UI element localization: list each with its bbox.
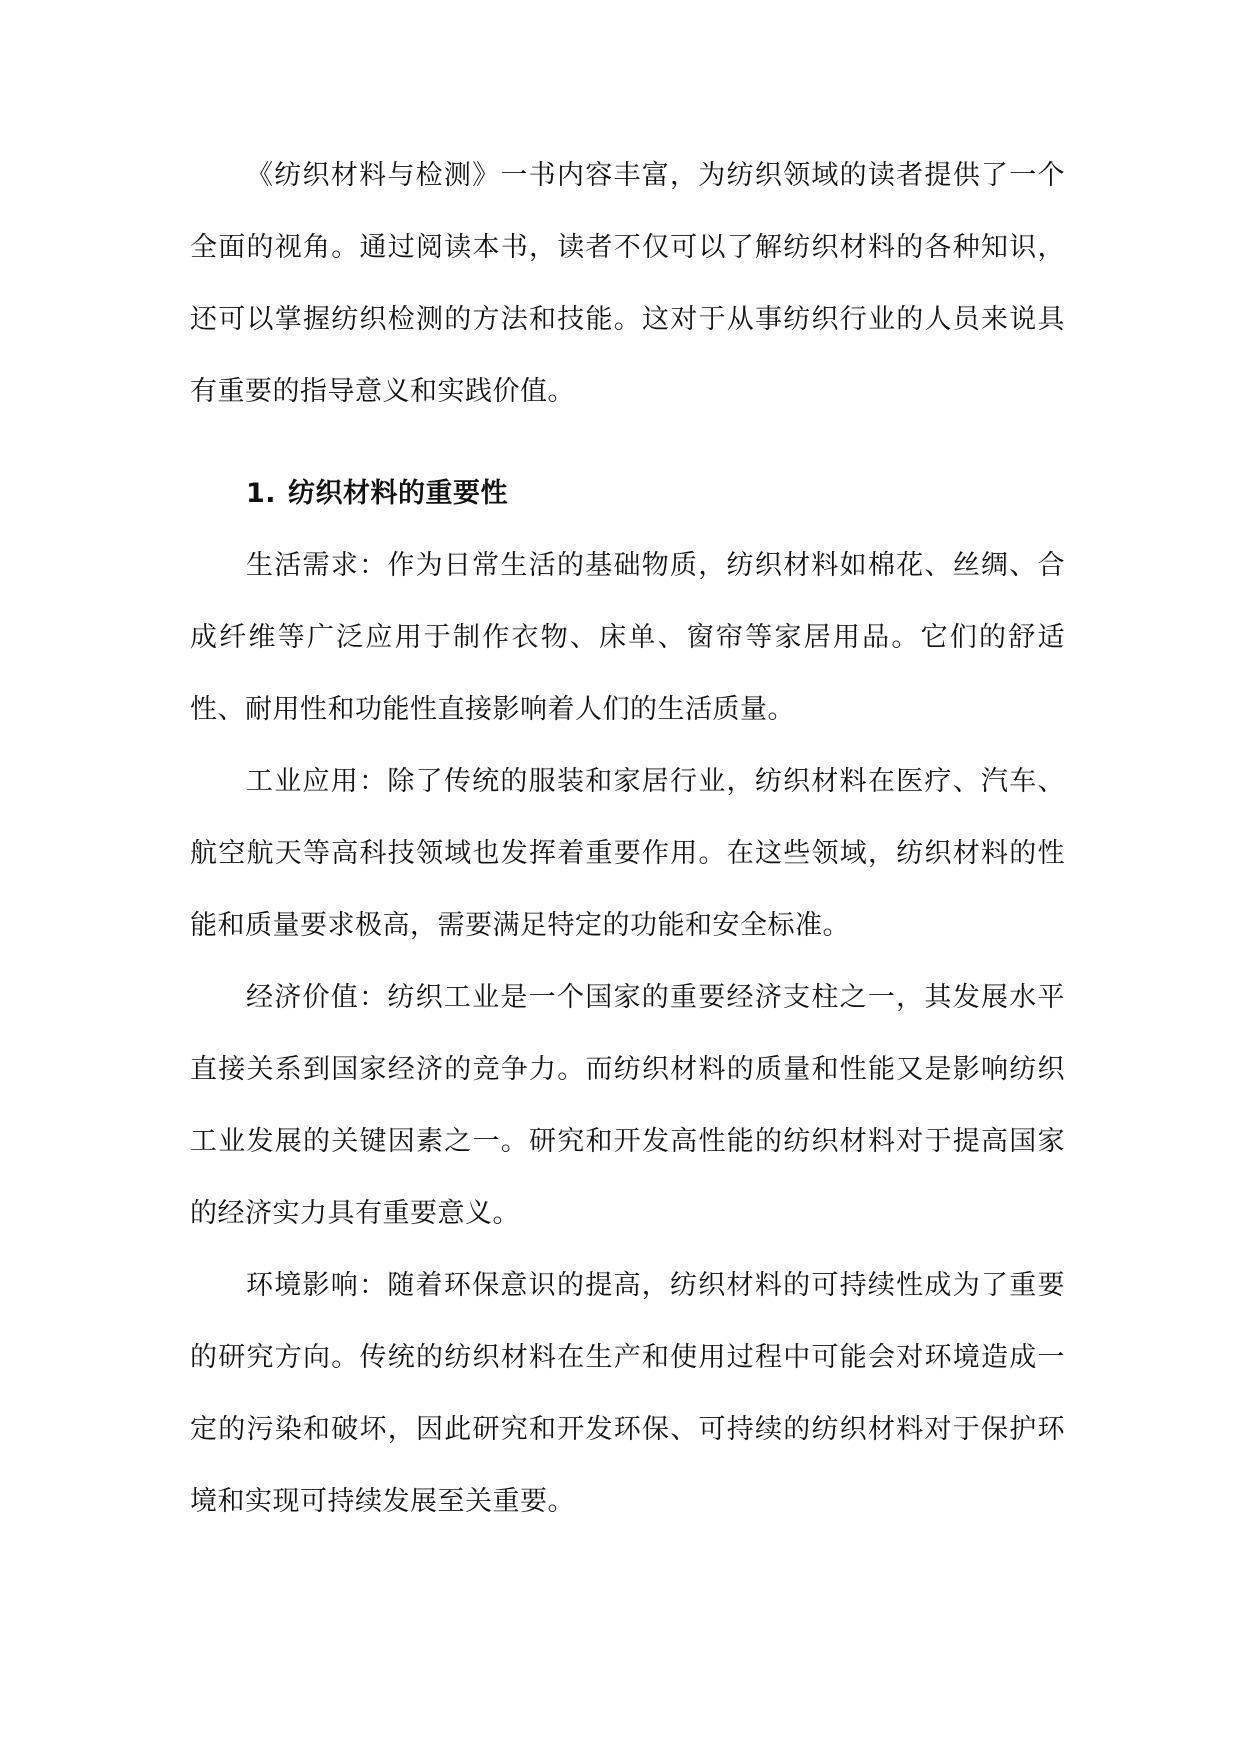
paragraph-economic-value: 经济价值：纺织工业是一个国家的重要经济支柱之一，其发展水平直接关系到国家经济的竞争力。而纺织材料的质量和性能又是影响纺织工业发展的关键因素之一。研究和开发高性能的纺织材料对于提高国家的经济实力具有重要意义。 xyxy=(190,982,1065,1229)
paragraph-environmental-impact: 环境影响：随着环保意识的提高，纺织材料的可持续性成为了重要的研究方向。传统的纺织材料在生产和使用过程中可能会对环境造成一定的污染和破坏，因此研究和开发环保、可持续的纺织材料对于保护环境和实现可持续发展至关重要。 xyxy=(190,1270,1065,1517)
intro-paragraph: 《纺织材料与检测》一书内容丰富，为纺织领域的读者提供了一个全面的视角。通过阅读本书，读者不仅可以了解纺织材料的各种知识，还可以掌握纺织检测的方法和技能。这对于从事纺织行业的人员来说具有重要的指导意义和实践价值。 xyxy=(190,160,1065,407)
section-number: 1. xyxy=(246,478,277,509)
section-heading xyxy=(190,458,1065,530)
paragraph-industrial-applications: 工业应用：除了传统的服装和家居行业，纺织材料在医疗、汽车、航空航天等高科技领域也发挥着重要作用。在这些领域，纺织材料的性能和质量要求极高，需要满足特定的功能和安全标准。 xyxy=(190,766,1065,941)
document-body xyxy=(190,140,1065,1538)
paragraph-life-needs: 生活需求：作为日常生活的基础物质，纺织材料如棉花、丝绸、合成纤维等广泛应用于制作衣物、床单、窗帘等家居用品。它们的舒适性、耐用性和功能性直接影响着人们的生活质量。 xyxy=(190,550,1065,725)
section-title: 纺织材料的重要性 xyxy=(288,478,508,509)
